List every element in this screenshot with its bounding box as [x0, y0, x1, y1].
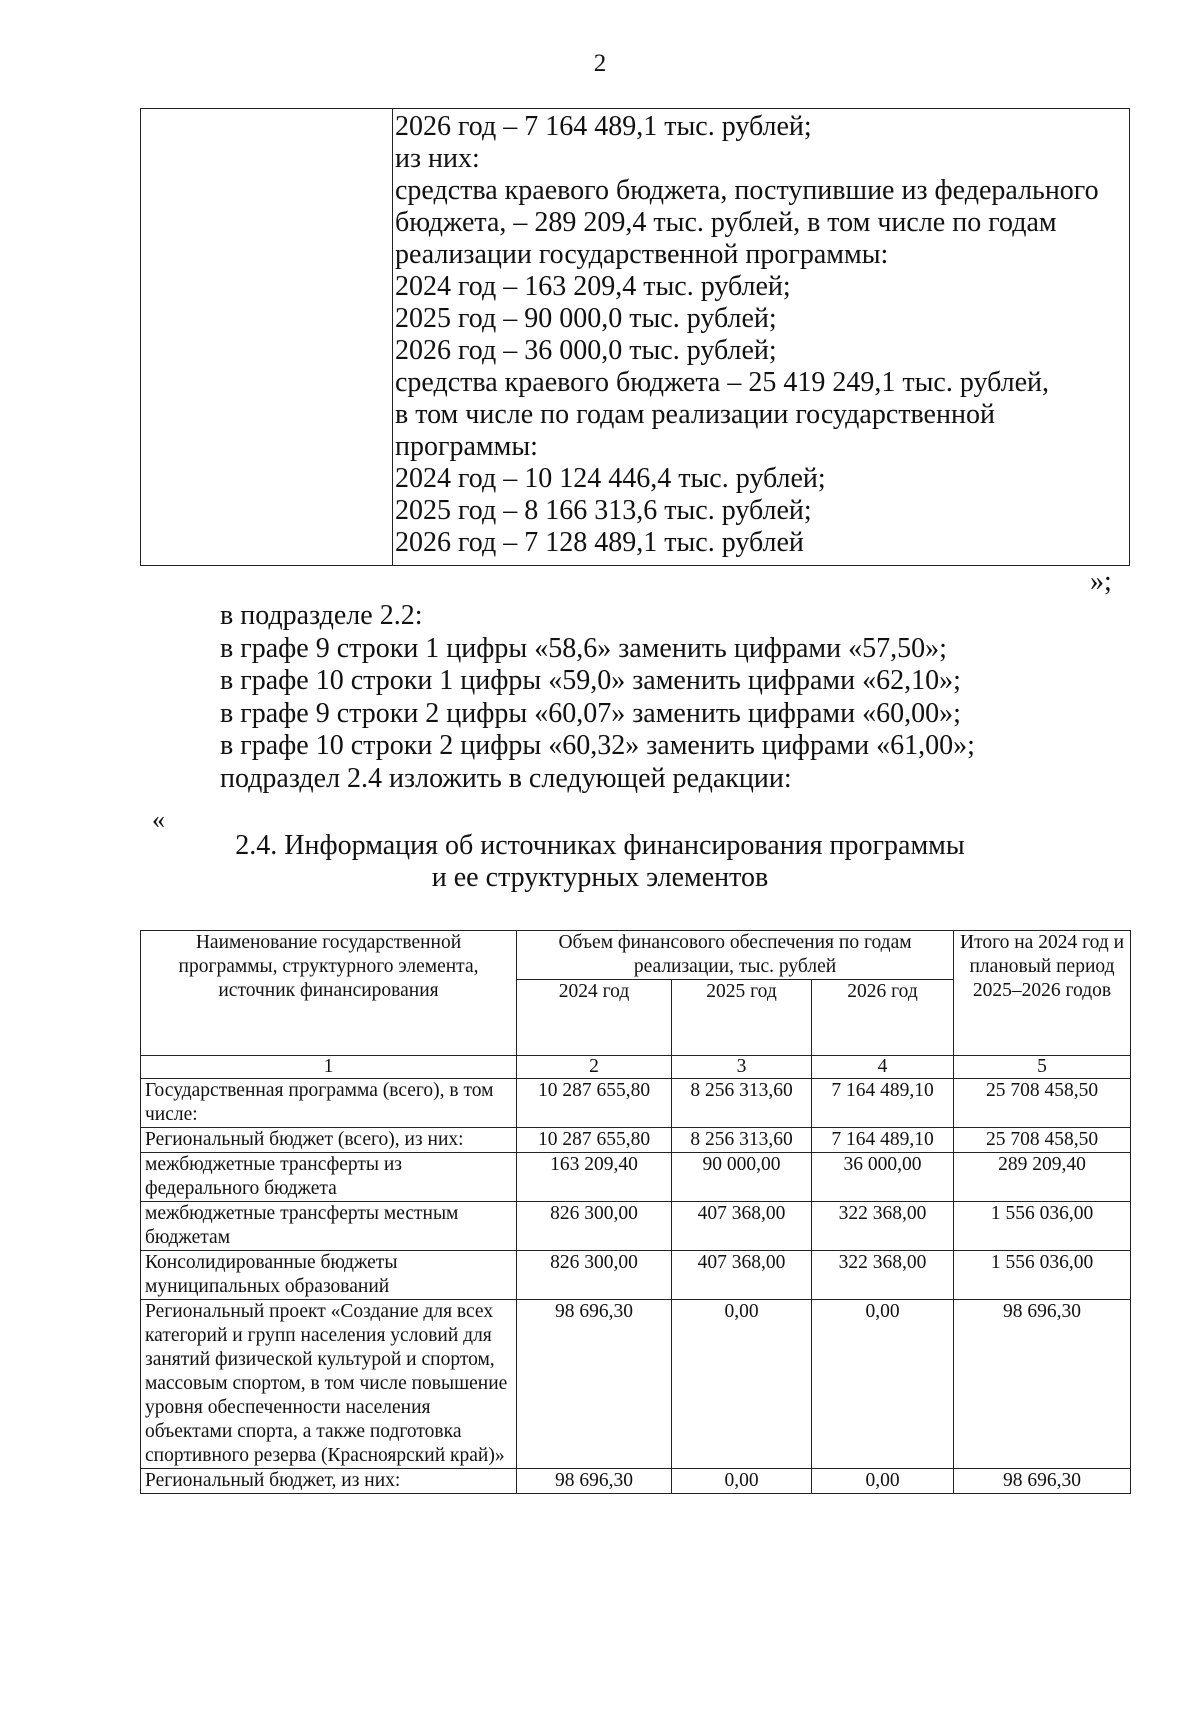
row-value-total: 1 556 036,00 [954, 1202, 1131, 1251]
row-value-2024: 10 287 655,80 [517, 1079, 672, 1128]
row-value-2026: 322 368,00 [812, 1202, 954, 1251]
continuation-table [140, 108, 1130, 566]
table-row [141, 1251, 1131, 1300]
header-total: Итого на 2024 год и плановый период 2025–2026 годов [954, 931, 1131, 1056]
row-value-2026: 0,00 [812, 1469, 954, 1494]
text-line: в том числе по годам реализации государственной [395, 399, 995, 430]
header-year-2024: 2024 год [517, 980, 672, 1056]
row-value-2024: 826 300,00 [517, 1251, 672, 1300]
row-value-2024: 98 696,30 [517, 1469, 672, 1494]
row-value-total: 98 696,30 [954, 1300, 1131, 1469]
continuation-table-right-cell [395, 111, 1119, 559]
header-volume: Объем финансового обеспечения по годам реализации, тыс. рублей [517, 931, 954, 980]
row-name: Региональный бюджет, из них: [141, 1469, 517, 1494]
section-title [0, 830, 1200, 894]
table-row [141, 1469, 1131, 1494]
row-value-2026: 322 368,00 [812, 1251, 954, 1300]
row-value-total: 25 708 458,50 [954, 1079, 1131, 1128]
text-line: программы: [395, 431, 538, 462]
row-value-2024: 826 300,00 [517, 1202, 672, 1251]
row-name: Региональный проект «Создание для всех категорий и групп населения условий для занятий физической культурой и спортом, массовым спортом, в том числе повышение уровня обеспеченности населения объектами спорта, а также подготовка спортивного резерва (Красноярский край)» [141, 1300, 517, 1469]
row-value-2025: 8 256 313,60 [672, 1079, 812, 1128]
row-value-2025: 407 368,00 [672, 1202, 812, 1251]
column-index: 4 [812, 1056, 954, 1079]
row-value-2024: 10 287 655,80 [517, 1128, 672, 1153]
continuation-table-left-cell [141, 109, 393, 565]
paragraph-line: в графе 9 строки 1 цифры «58,6» заменить цифрами «57,50»; [220, 632, 947, 664]
paragraph-line: в графе 9 строки 2 цифры «60,07» заменить цифрами «60,00»; [220, 697, 961, 729]
row-value-2025: 90 000,00 [672, 1153, 812, 1202]
text-line: 2024 год – 10 124 446,4 тыс. рублей; [395, 463, 826, 494]
row-name: Региональный бюджет (всего), из них: [141, 1128, 517, 1153]
header-name: Наименование государственной программы, структурного элемента, источник финансирования [141, 931, 517, 1056]
row-value-2026: 7 164 489,10 [812, 1079, 954, 1128]
text-line: средства краевого бюджета – 25 419 249,1 тыс. рублей, [395, 367, 1050, 398]
financing-table [140, 930, 1131, 1494]
section-title-line-1: 2.4. Информация об источниках финансирования программы [235, 830, 965, 861]
row-name: Консолидированные бюджеты муниципальных образований [141, 1251, 517, 1300]
header-year-2025: 2025 год [672, 980, 812, 1056]
paragraph-line: в графе 10 строки 1 цифры «59,0» заменить цифрами «62,10»; [220, 665, 961, 696]
text-line: 2026 год – 7 164 489,1 тыс. рублей; [395, 111, 812, 142]
text-line: из них: [395, 143, 480, 174]
table-row [141, 1202, 1131, 1251]
row-value-2026: 36 000,00 [812, 1153, 954, 1202]
row-value-2026: 7 164 489,10 [812, 1128, 954, 1153]
close-quote: »; [1090, 566, 1112, 597]
row-value-2026: 0,00 [812, 1300, 954, 1469]
row-value-total: 1 556 036,00 [954, 1251, 1131, 1300]
open-quote: « [152, 805, 165, 834]
row-value-2025: 0,00 [672, 1469, 812, 1494]
row-value-2024: 163 209,40 [517, 1153, 672, 1202]
text-line: 2025 год – 90 000,0 тыс. рублей; [395, 303, 777, 334]
row-value-2025: 407 368,00 [672, 1251, 812, 1300]
text-line: средства краевого бюджета, поступившие из федерального [395, 175, 1099, 206]
row-value-total: 98 696,30 [954, 1469, 1131, 1494]
paragraph-line: в подразделе 2.2: [220, 600, 423, 631]
header-year-2026: 2026 год [812, 980, 954, 1056]
column-index: 3 [672, 1056, 812, 1079]
row-name: межбюджетные трансферты из федерального бюджета [141, 1153, 517, 1202]
column-index: 1 [141, 1056, 517, 1079]
text-line: 2025 год – 8 166 313,6 тыс. рублей; [395, 495, 812, 526]
row-value-total: 25 708 458,50 [954, 1128, 1131, 1153]
amendment-text [220, 600, 975, 795]
text-line: 2026 год – 7 128 489,1 тыс. рублей [395, 527, 804, 558]
row-name: Государственная программа (всего), в том числе: [141, 1079, 517, 1128]
column-index-row [141, 1056, 1131, 1079]
table-header-row [141, 931, 1131, 980]
row-value-2024: 98 696,30 [517, 1300, 672, 1469]
text-line: бюджета, – 289 209,4 тыс. рублей, в том числе по годам [395, 207, 1057, 238]
row-name: межбюджетные трансферты местным бюджетам [141, 1202, 517, 1251]
table-row [141, 1128, 1131, 1153]
text-line: 2024 год – 163 209,4 тыс. рублей; [395, 271, 791, 302]
row-value-2025: 0,00 [672, 1300, 812, 1469]
table-row [141, 1153, 1131, 1202]
column-index: 2 [517, 1056, 672, 1079]
table-row [141, 1079, 1131, 1128]
column-index: 5 [954, 1056, 1131, 1079]
text-line: реализации государственной программы: [395, 239, 889, 270]
paragraph-line: подраздел 2.4 изложить в следующей редакции: [220, 762, 792, 794]
text-line: 2026 год – 36 000,0 тыс. рублей; [395, 335, 777, 366]
row-value-2025: 8 256 313,60 [672, 1128, 812, 1153]
paragraph-line: в графе 10 строки 2 цифры «60,32» заменить цифрами «61,00»; [220, 730, 975, 761]
section-title-line-2: и ее структурных элементов [431, 862, 769, 893]
page-number: 2 [593, 50, 607, 77]
table-row [141, 1300, 1131, 1469]
row-value-total: 289 209,40 [954, 1153, 1131, 1202]
